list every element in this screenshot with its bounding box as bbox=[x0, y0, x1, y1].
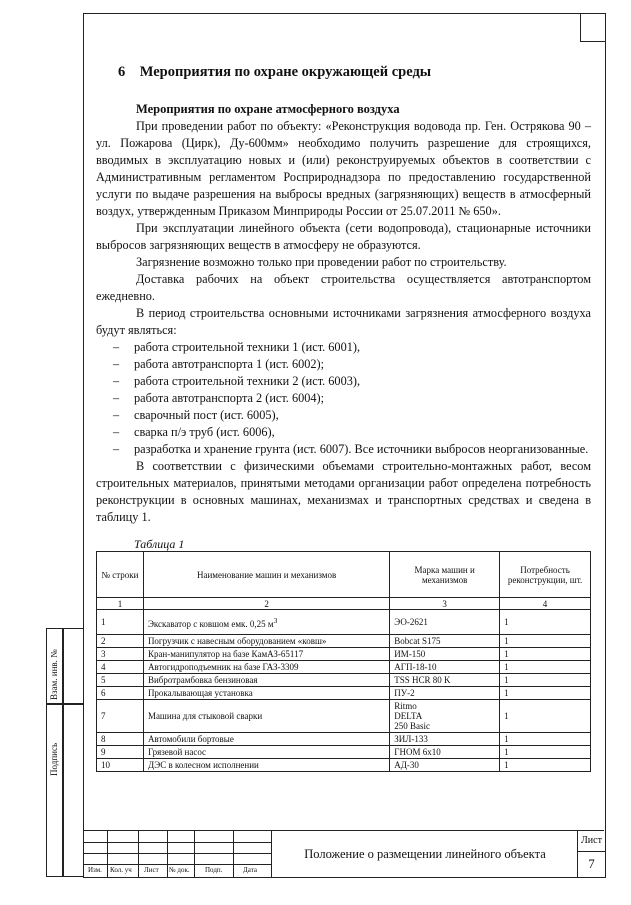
list-item: – сварочный пост (ист. 6005), bbox=[113, 408, 279, 422]
paragraph-2: При эксплуатации линейного объекта (сети водопровода), стационарные источники выбросов загрязняющих веществ в атмосферу не образуются. bbox=[96, 221, 591, 252]
table-row bbox=[97, 674, 591, 687]
col-change: Изм. bbox=[88, 866, 102, 874]
paragraph-5: В период строительства основными источниками загрязнения атмосферного воздуха будут являться: bbox=[96, 306, 591, 337]
document-title: Положение о размещении линейного объекта bbox=[271, 831, 578, 877]
row-number: 2 bbox=[97, 635, 144, 648]
col-count: Кол. уч bbox=[110, 866, 132, 874]
machine-brand: АД-30 bbox=[390, 759, 500, 772]
bullet-dash: – bbox=[113, 357, 120, 371]
col-doc-number: № док. bbox=[169, 866, 190, 874]
column-number: 2 bbox=[143, 598, 389, 610]
section-title: Мероприятия по охране окружающей среды bbox=[139, 64, 432, 80]
sheet-separator bbox=[578, 851, 605, 852]
row-number: 9 bbox=[97, 746, 144, 759]
column-number: 1 bbox=[97, 598, 144, 610]
row-number: 3 bbox=[97, 648, 144, 661]
table-row bbox=[97, 610, 591, 635]
machine-name: Прокалывающая установка bbox=[143, 687, 389, 700]
col-sheet: Лист bbox=[144, 866, 159, 874]
machines-table bbox=[96, 551, 591, 772]
row-number: 10 bbox=[97, 759, 144, 772]
machine-quantity: 1 bbox=[500, 746, 591, 759]
machine-quantity: 1 bbox=[500, 661, 591, 674]
grid-line bbox=[138, 831, 139, 877]
bullet-dash: – bbox=[113, 408, 120, 422]
bullet-dash: – bbox=[113, 340, 120, 354]
brand-line: Ritmo bbox=[394, 701, 417, 711]
title-block bbox=[83, 830, 604, 877]
machine-quantity: 1 bbox=[500, 610, 591, 635]
machine-brand: ИМ-150 bbox=[390, 648, 500, 661]
bullet-dash: – bbox=[113, 374, 120, 388]
machine-brand: ПУ-2 bbox=[390, 687, 500, 700]
list-item: – разработка и хранение грунта (ист. 6007). Все источники выбросов неорганизованные. bbox=[113, 442, 589, 456]
machine-brand: ГНОМ 6х10 bbox=[390, 746, 500, 759]
sheet-label: Лист bbox=[581, 835, 602, 846]
sheet-number: 7 bbox=[588, 856, 595, 871]
row-number: 7 bbox=[97, 700, 144, 733]
grid-line bbox=[167, 831, 168, 877]
machine-name: Кран-манипулятор на базе КамАЗ-65117 bbox=[143, 648, 389, 661]
bullet-dash: – bbox=[113, 391, 120, 405]
machine-name: Автомобили бортовые bbox=[143, 733, 389, 746]
machine-name: Вибротрамбовка бензиновая bbox=[143, 674, 389, 687]
grid-line bbox=[233, 831, 234, 877]
machine-name: Автогидроподъемник на базе ГАЗ-3309 bbox=[143, 661, 389, 674]
grid-line bbox=[83, 853, 271, 854]
title-block-grid bbox=[83, 831, 271, 877]
machine-brand: Bobcat S175 bbox=[390, 635, 500, 648]
machine-quantity: 1 bbox=[500, 635, 591, 648]
machine-name: Грязевой насос bbox=[143, 746, 389, 759]
grid-line bbox=[83, 864, 271, 865]
row-number: 1 bbox=[97, 610, 144, 635]
subsection-title: Мероприятия по охране атмосферного воздуха bbox=[136, 102, 400, 116]
body-text bbox=[96, 118, 591, 526]
grid-line bbox=[194, 831, 195, 877]
brand-line: 250 Basic bbox=[394, 721, 431, 731]
row-number: 8 bbox=[97, 733, 144, 746]
table-row bbox=[97, 687, 591, 700]
paragraph-3: Загрязнение возможно только при проведении работ по строительству. bbox=[136, 255, 507, 269]
bullet-dash: – bbox=[113, 425, 120, 439]
paragraph-6: В соответствии с физическими объемами строительно-монтажных работ, весом строительных материалов, принятыми методами организации работ определена потребность реконструкции в основных машинах, механизмах и транспортных средствах и сведена в таблицу 1. bbox=[96, 459, 591, 524]
table-row bbox=[97, 759, 591, 772]
machine-brand: TSS HCR 80 K bbox=[390, 674, 500, 687]
corner-box bbox=[580, 13, 605, 42]
table-row bbox=[97, 733, 591, 746]
list-item: – работа строительной техники 2 (ист. 6003), bbox=[113, 374, 361, 388]
table-header-row bbox=[97, 552, 591, 598]
table-row bbox=[97, 635, 591, 648]
section-number: 6 bbox=[118, 64, 126, 80]
col-date: Дата bbox=[243, 866, 257, 874]
table-row bbox=[97, 661, 591, 674]
list-item: – сварка п/э труб (ист. 6006), bbox=[113, 425, 275, 439]
machine-quantity: 1 bbox=[500, 687, 591, 700]
list-item: – работа строительной техники 1 (ист. 6001), bbox=[113, 340, 361, 354]
table-row bbox=[97, 648, 591, 661]
header-row-number: № строки bbox=[97, 552, 144, 598]
machine-quantity: 1 bbox=[500, 674, 591, 687]
header-brand: Марка машин и механизмов bbox=[390, 552, 500, 598]
emission-sources-list bbox=[96, 339, 591, 458]
machine-quantity: 1 bbox=[500, 759, 591, 772]
replacement-inventory-label: Взам. инв. № bbox=[49, 649, 59, 700]
row-number: 4 bbox=[97, 661, 144, 674]
column-number: 4 bbox=[500, 598, 591, 610]
table-caption: Таблица 1 bbox=[134, 537, 185, 551]
bullet-dash: – bbox=[113, 442, 120, 456]
machine-quantity: 1 bbox=[500, 733, 591, 746]
list-item: – работа автотранспорта 2 (ист. 6004); bbox=[113, 391, 325, 405]
machine-name: Машина для стыковой сварки bbox=[143, 700, 389, 733]
machine-brand: ЭО-2621 bbox=[390, 610, 500, 635]
header-quantity: Потребность реконструкции, шт. bbox=[500, 552, 591, 598]
section-heading bbox=[118, 64, 431, 81]
machine-brand bbox=[390, 700, 500, 733]
grid-line bbox=[83, 842, 271, 843]
list-item: – работа автотранспорта 1 (ист. 6002); bbox=[113, 357, 325, 371]
col-signature: Подп. bbox=[205, 866, 223, 874]
machine-quantity: 1 bbox=[500, 700, 591, 733]
paragraph-4: Доставка рабочих на объект строительства осуществляется автотранспортом ежедневно. bbox=[96, 272, 591, 303]
machine-name: Экскаватор с ковшом емк. 0,25 $м^3$ bbox=[143, 610, 389, 635]
header-name: Наименование машин и механизмов bbox=[143, 552, 389, 598]
sheet-cell bbox=[577, 831, 605, 877]
table-row bbox=[97, 700, 591, 733]
row-number: 6 bbox=[97, 687, 144, 700]
brand-line: DELTA bbox=[394, 711, 423, 721]
table-row bbox=[97, 746, 591, 759]
side-stamp-cell bbox=[62, 703, 84, 877]
machine-name: Погрузчик с навесным оборудованием «ковш» bbox=[143, 635, 389, 648]
grid-line bbox=[107, 831, 108, 877]
signature-label: Подпись bbox=[49, 742, 59, 776]
paragraph-1: При проведении работ по объекту: «Реконструкция водовода пр. Ген. Острякова 90 – ул. Пожарова (Цирк), Ду-600мм» необходимо получить разрешение для строящихся, вводимых в эксплуатацию новых и (или) реконструируемых объектов в соответствии с Административным регламентом Росприроднадзора по предоставлению государственной услуги по выдаче разрешения на выбросы вредных (загрязняющих) веществ в атмосферный воздух, утвержденным Приказом Минприроды России от 25.07.2011 № 650». bbox=[96, 119, 591, 218]
machine-quantity: 1 bbox=[500, 648, 591, 661]
machine-brand: АГП-18-10 bbox=[390, 661, 500, 674]
row-number: 5 bbox=[97, 674, 144, 687]
side-stamp-cell bbox=[62, 628, 84, 705]
superscript: 3 bbox=[273, 615, 278, 625]
machine-brand: ЗИЛ-133 bbox=[390, 733, 500, 746]
column-number-row bbox=[97, 598, 591, 610]
side-stamp bbox=[46, 628, 83, 876]
machine-name: ДЭС в колесном исполнении bbox=[143, 759, 389, 772]
column-number: 3 bbox=[390, 598, 500, 610]
